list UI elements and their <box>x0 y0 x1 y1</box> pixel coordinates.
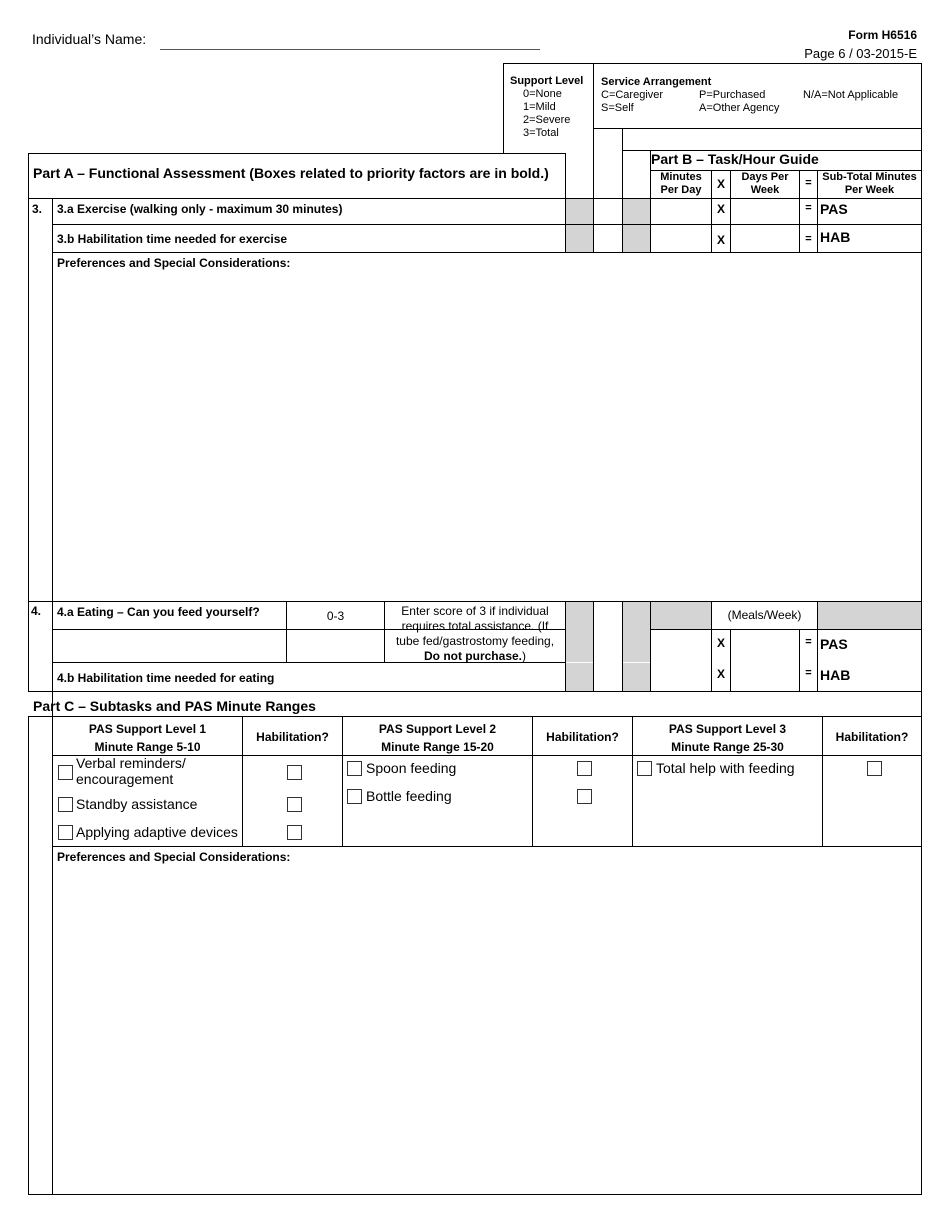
item-4b-label: 4.b Habilitation time needed for eating <box>57 671 275 685</box>
level3-total-help-label: Total help with feeding <box>656 760 795 776</box>
level2-bottle-label: Bottle feeding <box>366 788 452 804</box>
item-3a-x: X <box>716 202 725 216</box>
name-label: Individual’s Name: <box>32 31 147 47</box>
item-4b-hab[interactable]: HAB <box>820 667 851 683</box>
support-level-2: 2=Severe <box>523 114 571 126</box>
level1-range: Minute Range 5-10 <box>94 740 201 754</box>
level2-spoon-checkbox[interactable] <box>347 761 362 776</box>
section-3-number: 3. <box>32 202 43 216</box>
level3-title: PAS Support Level 3 <box>668 722 787 736</box>
level2-hab-header: Habilitation? <box>546 730 619 744</box>
item-3b-x: X <box>716 233 725 247</box>
score-range: 0-3 <box>326 609 345 623</box>
service-arrangement-title: Service Arrangement <box>601 76 712 88</box>
service-other-agency: A=Other Agency <box>699 102 780 114</box>
item-4a-label: 4.a Eating – Can you feed yourself? <box>57 605 260 619</box>
level3-total-help-hab-checkbox[interactable] <box>867 761 882 776</box>
level1-header <box>53 720 242 756</box>
score-instruction-end: ) <box>522 649 526 663</box>
level2-header <box>343 720 532 756</box>
part-b-title: Part B – Task/Hour Guide <box>651 151 819 167</box>
level2-range: Minute Range 15-20 <box>381 740 494 754</box>
level3-hab-header: Habilitation? <box>835 730 909 744</box>
level1-adaptive-checkbox[interactable] <box>58 825 73 840</box>
item-3a-pas[interactable]: PAS <box>820 201 848 217</box>
item-4a-x: X <box>716 636 725 650</box>
col-equals: = <box>805 177 812 189</box>
support-level-3: 3=Total <box>523 127 559 139</box>
item-3a-eq: = <box>805 202 812 214</box>
name-field[interactable] <box>160 49 540 50</box>
level2-bottle-checkbox[interactable] <box>347 789 362 804</box>
level1-standby-hab-checkbox[interactable] <box>287 797 302 812</box>
score-instruction <box>390 604 560 664</box>
score-instruction-bold: Do not purchase. <box>423 649 522 663</box>
section-3-prefs-label: Preferences and Special Considerations: <box>57 256 291 270</box>
support-level-title: Support Level <box>510 75 584 87</box>
level1-verbal-hab-checkbox[interactable] <box>287 765 302 780</box>
item-3a-label: 3.a Exercise (walking only - maximum 30 minutes) <box>57 202 343 216</box>
level1-adaptive-hab-checkbox[interactable] <box>287 825 302 840</box>
form-number: Form H6516 <box>848 28 917 42</box>
meals-per-week-label: (Meals/Week) <box>727 608 802 622</box>
item-4a-eq: = <box>805 636 812 648</box>
section-4-number: 4. <box>31 604 42 618</box>
item-4b-eq: = <box>805 667 812 679</box>
part-c-title: Part C – Subtasks and PAS Minute Ranges <box>33 698 316 714</box>
col-days-per-week: Days Per Week <box>741 171 789 196</box>
support-level-1: 1=Mild <box>523 101 556 113</box>
part-a-title: Part A – Functional Assessment (Boxes related to priority factors are in bold.) <box>33 165 549 181</box>
level2-spoon-label: Spoon feeding <box>366 760 457 776</box>
level1-verbal-label: Verbal reminders/ encouragement <box>76 755 186 787</box>
item-4a-pas[interactable]: PAS <box>820 636 848 652</box>
item-3b-eq: = <box>805 233 812 245</box>
service-na: N/A=Not Applicable <box>803 89 899 101</box>
level1-hab-header: Habilitation? <box>256 730 329 744</box>
part-c-prefs-label: Preferences and Special Considerations: <box>57 850 291 864</box>
page-info: Page 6 / 03-2015-E <box>804 46 917 61</box>
level1-verbal-checkbox[interactable] <box>58 765 73 780</box>
item-4b-x: X <box>716 667 725 681</box>
level3-total-help-checkbox[interactable] <box>637 761 652 776</box>
level2-bottle-hab-checkbox[interactable] <box>577 789 592 804</box>
level1-standby-label: Standby assistance <box>76 796 198 812</box>
level1-title: PAS Support Level 1 <box>88 722 207 736</box>
service-purchased: P=Purchased <box>699 89 766 101</box>
col-minutes-per-day: Minutes Per Day <box>660 171 702 196</box>
level3-range: Minute Range 25-30 <box>671 740 784 754</box>
level1-standby-checkbox[interactable] <box>58 797 73 812</box>
support-level-0: 0=None <box>523 88 562 100</box>
score-instruction-text: Enter score of 3 if individual requires total assistance. (If tube fed/gastrostomy feeding, <box>395 604 555 648</box>
level2-title: PAS Support Level 2 <box>378 722 497 736</box>
item-3b-label: 3.b Habilitation time needed for exercise <box>57 232 288 246</box>
col-x: X <box>716 177 725 191</box>
level1-adaptive-label: Applying adaptive devices <box>76 824 238 840</box>
col-subtotal: Sub-Total Minutes Per Week <box>822 171 917 196</box>
level3-header <box>633 720 822 756</box>
level2-spoon-hab-checkbox[interactable] <box>577 761 592 776</box>
item-3b-hab[interactable]: HAB <box>820 229 851 245</box>
service-caregiver: C=Caregiver <box>601 89 664 101</box>
service-self: S=Self <box>601 102 634 114</box>
